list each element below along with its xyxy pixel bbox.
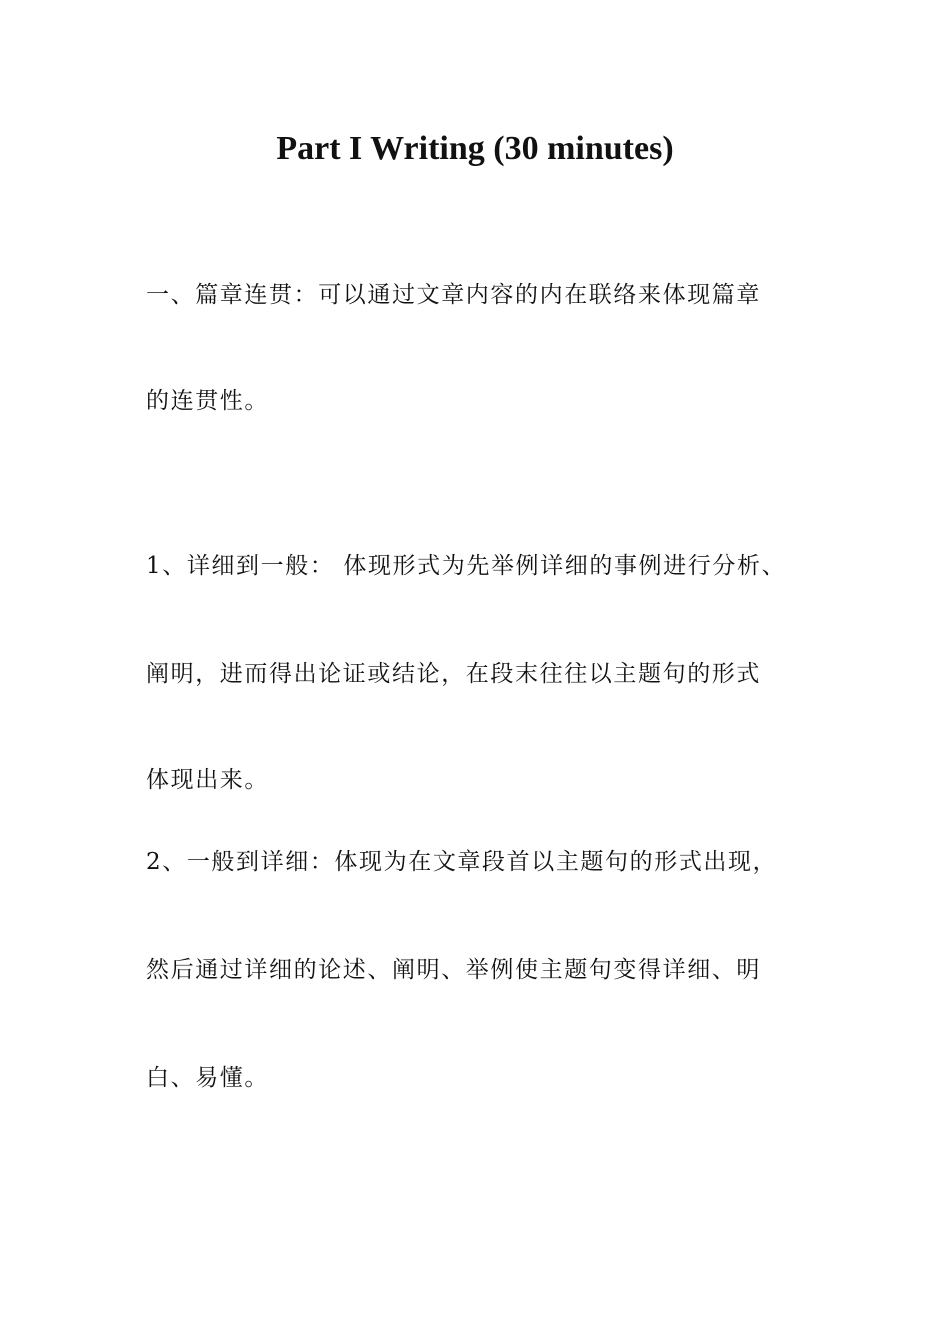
paragraph-line: 一、篇章连贯：可以通过文章内容的内在联络来体现篇章 xyxy=(146,282,761,308)
paragraph-line: 体现出来。 xyxy=(146,767,269,793)
document-title: Part I Writing (30 minutes) xyxy=(276,130,674,167)
paragraph-line: 的连贯性。 xyxy=(146,388,269,414)
paragraph-line: 白、易懂。 xyxy=(146,1065,269,1091)
paragraph-line: 1、详细到一般： 体现形式为先举例详细的事例进行分析、 xyxy=(146,553,787,579)
paragraph-line: 然后通过详细的论述、阐明、举例使主题句变得详细、明 xyxy=(146,957,761,983)
paragraph-line: 2、一般到详细：体现为在文章段首以主题句的形式出现， xyxy=(146,849,778,875)
paragraph-line: 阐明，进而得出论证或结论，在段末往往以主题句的形式 xyxy=(146,661,761,687)
